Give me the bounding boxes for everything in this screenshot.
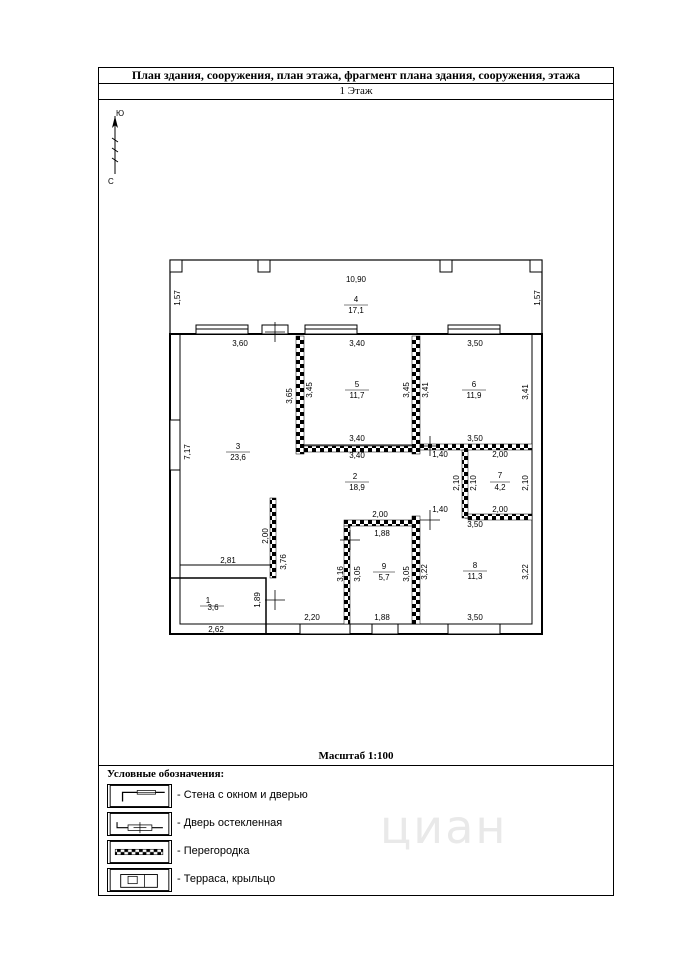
room-4-area: 17,1 [348, 306, 364, 315]
partitions [270, 336, 532, 624]
room-1-number: 1 [205, 596, 211, 605]
dim-room5-bottom-a: 3,40 [349, 434, 365, 443]
room-9-number: 9 [381, 562, 387, 571]
dim-room9-top: 2,00 [372, 510, 388, 519]
legend-title: Условные обозначения: [107, 768, 225, 780]
wall-window-door-icon [107, 784, 172, 808]
interior-walls [180, 445, 530, 565]
dim-room9-right-b: 3,22 [420, 564, 429, 580]
glazed-door-icon [107, 812, 172, 836]
dim-room6-top: 3,50 [467, 339, 483, 348]
room-2-area: 18,9 [349, 483, 365, 492]
dim-room3-top: 3,60 [232, 339, 248, 348]
dim-room7-top: 2,00 [492, 450, 508, 459]
room-5-number: 5 [354, 380, 360, 389]
legend-label-wall: - Стена с окном и дверью [177, 789, 308, 801]
dim-room7-small-a: 1,40 [432, 450, 448, 459]
room-3-area: 23,6 [230, 453, 246, 462]
dim-room9-left-b: 3,05 [353, 566, 362, 582]
legend [98, 765, 614, 896]
partition-icon [107, 840, 172, 864]
dim-room3-bottom: 2,81 [220, 556, 236, 565]
top-windows [196, 325, 500, 334]
dim-room5-right-b: 3,41 [421, 382, 430, 398]
dim-room8-top: 3,50 [467, 520, 483, 529]
dim-hall-left: 3,76 [279, 554, 288, 570]
dim-room9-right-a: 3,05 [402, 566, 411, 582]
plan-title: План здания, сооружения, план этажа, фрагмент плана здания, сооружения, этажа [98, 67, 614, 84]
dim-room5-top: 3,40 [349, 339, 365, 348]
dim-room5-bottom-b: 3,40 [349, 451, 365, 460]
room-5-area: 11,7 [349, 391, 365, 400]
legend-item-partition [107, 840, 407, 864]
dim-room7-bottom: 2,00 [492, 505, 508, 514]
compass-north: С [108, 177, 114, 186]
room-8-number: 8 [472, 561, 478, 570]
bottom-windows [300, 624, 500, 634]
room-6-area: 11,9 [466, 391, 482, 400]
room-4-number: 4 [353, 295, 359, 304]
dim-room7-small-b: 1,40 [432, 505, 448, 514]
dim-room5-right-a: 3,45 [402, 382, 411, 398]
room-6-number: 6 [471, 380, 477, 389]
room-9-area: 5,7 [378, 573, 390, 582]
dim-room9-bottom: 1,88 [374, 613, 390, 622]
dim-hall-bottom: 2,20 [304, 613, 320, 622]
floor-label: 1 Этаж [98, 84, 614, 100]
dim-room1-bottom: 2,62 [208, 625, 224, 634]
dim-room7-left-b: 2,10 [469, 475, 478, 491]
scale-label: Масштаб 1:100 [318, 750, 394, 762]
room-1-area: 3,6 [207, 603, 219, 612]
dim-room1-height: 1,89 [253, 592, 262, 608]
legend-item-wall [107, 784, 407, 808]
dim-room7-right: 2,10 [521, 475, 530, 491]
dim-room5-left-b: 3,45 [305, 382, 314, 398]
room-7-area: 4,2 [494, 483, 506, 492]
dim-room9-inner: 1,88 [374, 529, 390, 538]
room-7-number: 7 [497, 471, 503, 480]
dim-room8-bottom: 3,50 [467, 613, 483, 622]
dim-terrace-width: 10,90 [345, 275, 367, 284]
dim-room7-left-a: 2,10 [452, 475, 461, 491]
left-window [170, 420, 180, 470]
terrace-porch-icon [107, 868, 172, 892]
dim-room3-partition: 2,00 [261, 528, 270, 544]
dim-terrace-left: 1,57 [173, 290, 182, 306]
legend-label-glazed-door: - Дверь остекленная [177, 817, 283, 829]
dim-room9-left-a: 3,16 [336, 566, 345, 582]
watermark-text: циан [380, 800, 508, 854]
room-3-number: 3 [235, 442, 241, 451]
room-2-number: 2 [352, 472, 358, 481]
dim-room3-height: 7,17 [183, 444, 192, 460]
dim-room8-right: 3,22 [521, 564, 530, 580]
room-8-area: 11,3 [467, 572, 483, 581]
dim-terrace-right: 1,57 [533, 290, 542, 306]
legend-item-terrace [107, 868, 407, 892]
legend-item-glazed-door [107, 812, 407, 836]
legend-label-partition: - Перегородка [177, 845, 250, 857]
dim-room6-right: 3,41 [521, 384, 530, 400]
compass-south: Ю [116, 109, 125, 118]
dim-room5-left-a: 3,65 [285, 388, 294, 404]
dim-room6-bottom: 3,50 [467, 434, 483, 443]
legend-label-terrace: - Терраса, крыльцо [177, 873, 276, 885]
